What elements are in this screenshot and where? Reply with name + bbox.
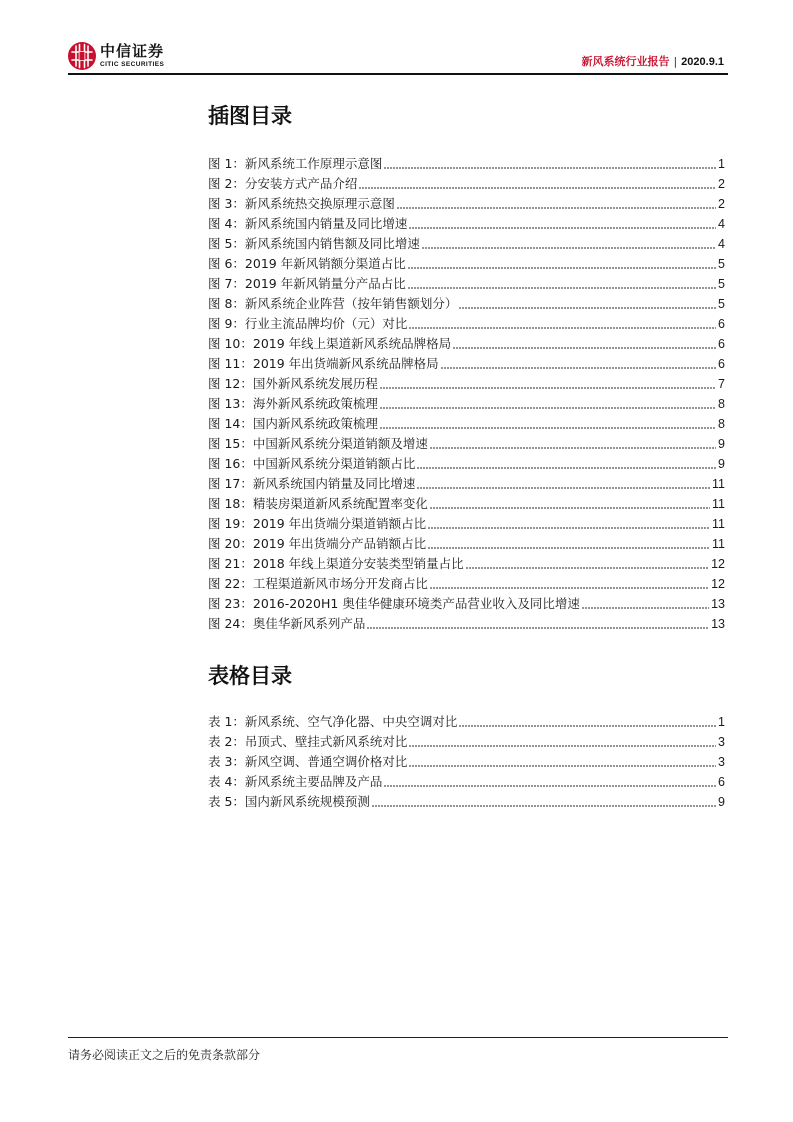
toc-page-number: 5 <box>718 257 725 271</box>
toc-entry-title: 图 16：中国新风系统分渠道销额占比 <box>208 456 416 471</box>
toc-entry-title: 表 3：新风空调、普通空调价格对比 <box>208 754 408 769</box>
toc-entry-title: 图 7：2019 年新风销量分产品占比 <box>208 276 406 291</box>
toc-entry-title: 图 8：新风系统企业阵营（按年销售额划分） <box>208 296 458 311</box>
figure-list-item[interactable] <box>208 314 725 334</box>
toc-entry-title: 图 19：2019 年出货端分渠道销额占比 <box>208 516 427 531</box>
toc-entry-title: 图 11：2019 年出货端新风系统品牌格局 <box>208 356 439 371</box>
toc-page-number: 9 <box>718 795 725 809</box>
dot-leader <box>408 287 716 289</box>
figure-list-item[interactable] <box>208 594 725 614</box>
toc-page-number: 3 <box>718 735 725 749</box>
toc-page-number: 5 <box>718 277 725 291</box>
logo-english-name: CITIC SECURITIES <box>100 60 165 68</box>
toc-entry-title: 图 15：中国新风系统分渠道销额及增速 <box>208 436 428 451</box>
toc-entry-title: 图 22：工程渠道新风市场分开发商占比 <box>208 576 428 591</box>
logo-chinese-name: 中信证券 <box>100 41 165 60</box>
citic-logo <box>67 40 164 72</box>
dot-leader <box>380 407 716 409</box>
figure-list-item[interactable] <box>208 354 725 374</box>
toc-page-number: 4 <box>718 237 725 251</box>
toc-page-number: 6 <box>718 775 725 789</box>
toc-entry-title: 图 12：国外新风系统发展历程 <box>208 376 378 391</box>
toc-entry-title: 图 6：2019 年新风销额分渠道占比 <box>208 256 406 271</box>
figure-list-item[interactable] <box>208 334 725 354</box>
dot-leader <box>380 427 716 429</box>
dot-leader <box>417 487 710 489</box>
toc-entry-title: 表 1：新风系统、空气净化器、中央空调对比 <box>208 714 458 729</box>
figure-list-item[interactable] <box>208 574 725 594</box>
figure-list-item[interactable] <box>208 274 725 294</box>
table-list-item[interactable] <box>208 732 725 752</box>
figure-list-item[interactable] <box>208 614 725 634</box>
figure-list-item[interactable] <box>208 234 725 254</box>
dot-leader <box>453 347 716 349</box>
dot-leader <box>582 607 709 609</box>
figure-list-item[interactable] <box>208 374 725 394</box>
dot-leader <box>409 327 716 329</box>
figure-list-item[interactable] <box>208 474 725 494</box>
toc-entry-title: 图 2：分安装方式产品介绍 <box>208 176 358 191</box>
figure-list-item[interactable] <box>208 214 725 234</box>
toc-page-number: 1 <box>718 157 725 171</box>
toc-page-number: 11 <box>712 497 725 511</box>
table-list-title: 表格目录 <box>208 664 292 688</box>
toc-page-number: 1 <box>718 715 725 729</box>
dot-leader <box>409 745 716 747</box>
table-list-item[interactable] <box>208 752 725 772</box>
table-list <box>208 712 725 812</box>
toc-page-number: 2 <box>718 197 725 211</box>
figure-list-item[interactable] <box>208 514 725 534</box>
dot-leader <box>380 387 716 389</box>
figure-list <box>208 154 725 634</box>
dot-leader <box>430 507 710 509</box>
table-list-item[interactable] <box>208 792 725 812</box>
figure-list-item[interactable] <box>208 434 725 454</box>
toc-entry-title: 图 14：国内新风系统政策梳理 <box>208 416 378 431</box>
figure-list-item[interactable] <box>208 254 725 274</box>
figure-list-item[interactable] <box>208 554 725 574</box>
toc-entry-title: 图 20：2019 年出货端分产品销额占比 <box>208 536 427 551</box>
dot-leader <box>459 307 716 309</box>
toc-page-number: 9 <box>718 437 725 451</box>
footer-disclaimer: 请务必阅读正文之后的免责条款部分 <box>68 1048 261 1062</box>
dot-leader <box>408 267 716 269</box>
figure-list-item[interactable] <box>208 394 725 414</box>
dot-leader <box>367 627 709 629</box>
toc-page-number: 12 <box>711 557 725 571</box>
dot-leader <box>459 725 716 727</box>
table-list-item[interactable] <box>208 712 725 732</box>
toc-page-number: 13 <box>711 617 725 631</box>
toc-page-number: 11 <box>712 537 725 551</box>
toc-page-number: 8 <box>718 417 725 431</box>
toc-page-number: 11 <box>712 517 725 531</box>
figure-list-item[interactable] <box>208 414 725 434</box>
dot-leader <box>372 805 716 807</box>
toc-page-number: 2 <box>718 177 725 191</box>
figure-list-item[interactable] <box>208 454 725 474</box>
dot-leader <box>397 207 716 209</box>
toc-entry-title: 图 24：奥佳华新风系列产品 <box>208 616 366 631</box>
dot-leader <box>384 785 716 787</box>
toc-entry-title: 图 5：新风系统国内销售额及同比增速 <box>208 236 420 251</box>
toc-page-number: 8 <box>718 397 725 411</box>
figure-list-title: 插图目录 <box>208 104 292 128</box>
toc-entry-title: 图 9：行业主流品牌均价（元）对比 <box>208 316 408 331</box>
dot-leader <box>430 447 716 449</box>
footer-divider <box>68 1037 728 1038</box>
figure-list-item[interactable] <box>208 154 725 174</box>
toc-entry-title: 图 3：新风系统热交换原理示意图 <box>208 196 395 211</box>
toc-page-number: 4 <box>718 217 725 231</box>
toc-page-number: 6 <box>718 317 725 331</box>
figure-list-item[interactable] <box>208 294 725 314</box>
toc-entry-title: 图 18：精装房渠道新风系统配置率变化 <box>208 496 428 511</box>
dot-leader <box>441 367 716 369</box>
toc-entry-title: 图 13：海外新风系统政策梳理 <box>208 396 378 411</box>
toc-entry-title: 表 4：新风系统主要品牌及产品 <box>208 774 383 789</box>
citic-logo-icon <box>67 41 97 71</box>
toc-page-number: 11 <box>712 477 725 491</box>
report-title: 新风系统行业报告 <box>581 55 670 68</box>
figure-list-item[interactable] <box>208 174 725 194</box>
logo-wordmark <box>100 41 165 69</box>
toc-page-number: 6 <box>718 357 725 371</box>
toc-entry-title: 图 23：2016-2020H1 奥佳华健康环境类产品营业收入及同比增速 <box>208 596 580 611</box>
figure-list-item[interactable] <box>208 194 725 214</box>
header-report-info <box>581 55 724 69</box>
dot-leader <box>428 527 710 529</box>
report-date: 2020.9.1 <box>681 56 724 68</box>
dot-leader <box>466 567 709 569</box>
toc-page-number: 9 <box>718 457 725 471</box>
toc-entry-title: 表 5：国内新风系统规模预测 <box>208 794 370 809</box>
toc-entry-title: 图 21：2018 年线上渠道分安装类型销量占比 <box>208 556 464 571</box>
figure-list-item[interactable] <box>208 534 725 554</box>
dot-leader <box>430 587 709 589</box>
dot-leader <box>359 187 716 189</box>
figure-list-item[interactable] <box>208 494 725 514</box>
toc-entry-title: 图 17：新风系统国内销量及同比增速 <box>208 476 416 491</box>
toc-entry-title: 图 10：2019 年线上渠道新风系统品牌格局 <box>208 336 452 351</box>
dot-leader <box>422 247 716 249</box>
toc-page-number: 6 <box>718 337 725 351</box>
toc-page-number: 3 <box>718 755 725 769</box>
dot-leader <box>428 547 710 549</box>
table-list-item[interactable] <box>208 772 725 792</box>
toc-entry-title: 图 4：新风系统国内销量及同比增速 <box>208 216 408 231</box>
dot-leader <box>409 765 716 767</box>
toc-entry-title: 表 2：吊顶式、壁挂式新风系统对比 <box>208 734 408 749</box>
dot-leader <box>417 467 716 469</box>
toc-page-number: 5 <box>718 297 725 311</box>
dot-leader <box>409 227 716 229</box>
dot-leader <box>384 167 716 169</box>
toc-page-number: 7 <box>718 377 725 391</box>
header-divider <box>68 73 728 75</box>
toc-entry-title: 图 1：新风系统工作原理示意图 <box>208 156 383 171</box>
toc-page-number: 12 <box>711 577 725 591</box>
toc-page-number: 13 <box>711 597 725 611</box>
header-separator: | <box>673 55 678 68</box>
